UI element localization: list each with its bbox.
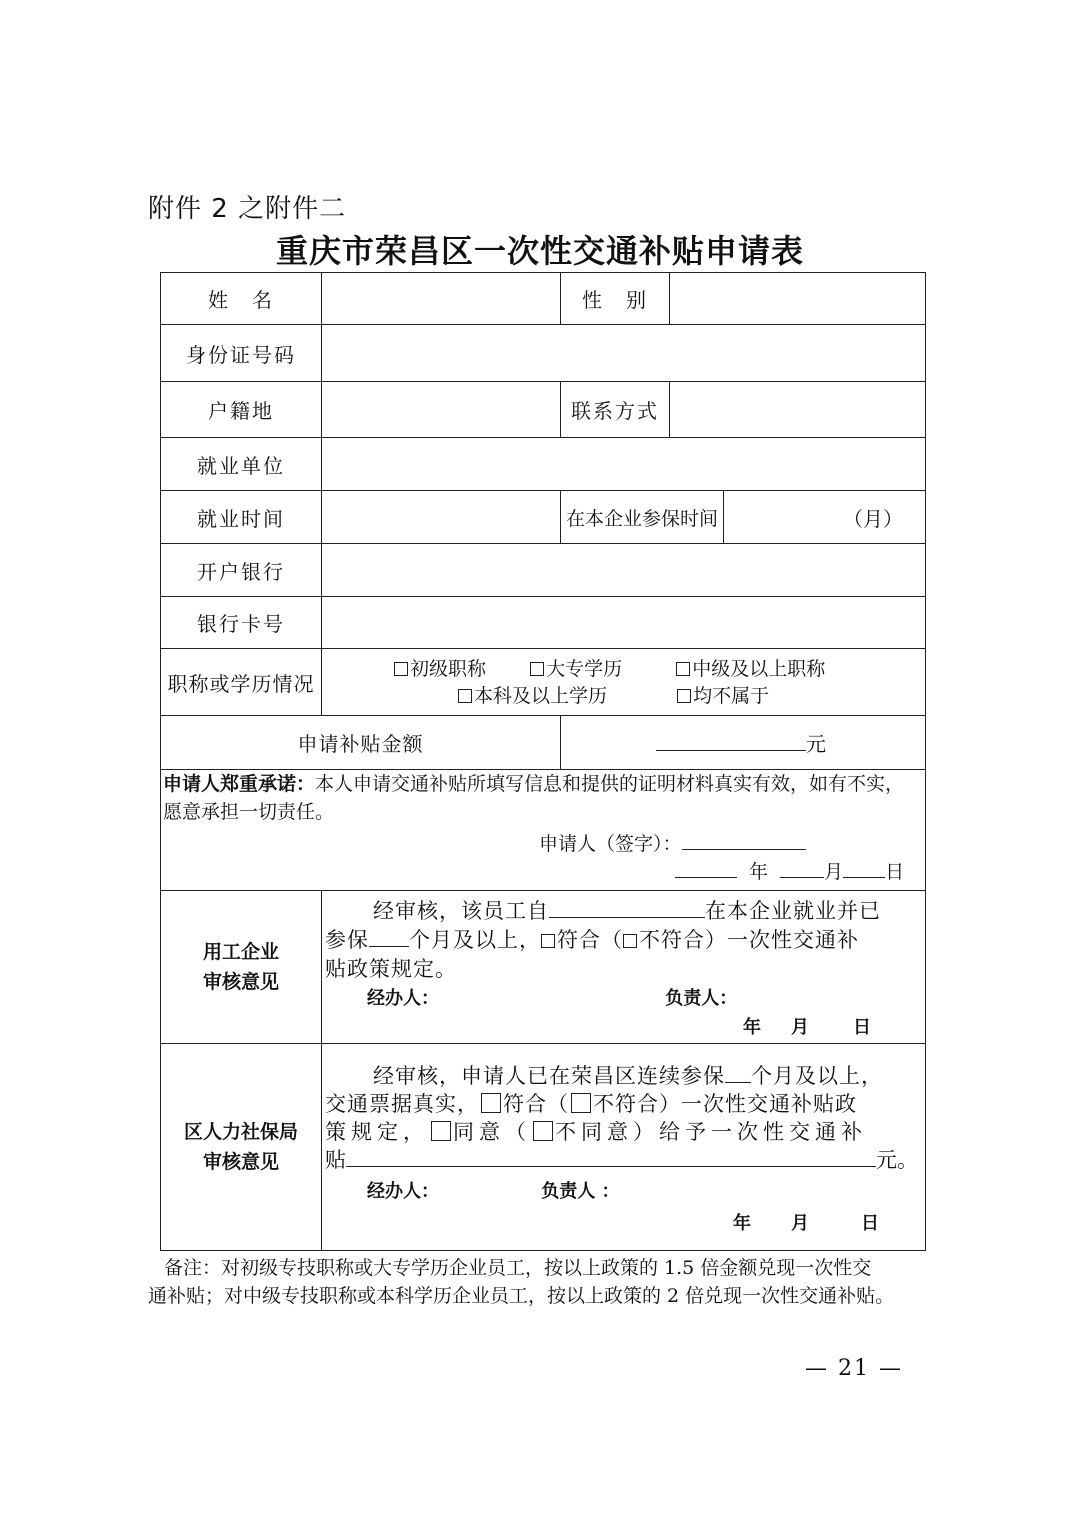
id-number-label: 身份证号码 <box>161 325 322 382</box>
qualification-options <box>322 649 926 716</box>
checkbox-icon[interactable] <box>530 662 544 676</box>
contact-field[interactable] <box>670 382 926 438</box>
employer-months-blank[interactable] <box>369 928 409 947</box>
gender-field[interactable] <box>670 273 926 325</box>
attachment-label: 附件 2 之附件二 <box>148 194 347 224</box>
checkbox-icon[interactable] <box>676 662 690 676</box>
hr-months-blank[interactable] <box>725 1064 751 1083</box>
row-qualification <box>161 649 926 716</box>
hr-handler-label: 经办人： <box>367 1181 439 1202</box>
household-field[interactable] <box>322 382 561 438</box>
footnote-line-1: 备注：对初级专技职称或大专学历企业员工，按以上政策的 1.5 倍金额兑现一次性交 <box>164 1257 872 1279</box>
checkbox-icon[interactable] <box>533 1121 553 1141</box>
option-none[interactable]: 均不属于 <box>677 685 769 707</box>
pledge-month-blank[interactable] <box>780 859 824 878</box>
qualification-label: 职称或学历情况 <box>161 649 322 716</box>
hr-leader-label: 负责人 ： <box>541 1181 620 1202</box>
option-junior-title[interactable]: 初级职称 <box>394 658 486 680</box>
row-employment-time <box>161 491 926 544</box>
employer-review-label: 用工企业 审核意见 <box>161 891 322 1044</box>
employer-label: 就业单位 <box>161 438 322 491</box>
checkbox-icon[interactable] <box>431 1121 451 1141</box>
contact-label: 联系方式 <box>561 382 670 438</box>
amount-field[interactable] <box>561 716 926 770</box>
checkbox-icon[interactable] <box>458 689 472 703</box>
bank-field[interactable] <box>322 544 926 597</box>
bank-label: 开户银行 <box>161 544 322 597</box>
pledge-heading: 申请人郑重承诺： <box>163 773 316 795</box>
option-bachelor[interactable]: 本科及以上学历 <box>458 685 607 707</box>
employment-time-field[interactable] <box>322 491 561 544</box>
row-employer-review <box>161 891 926 1044</box>
employer-leader-label: 负责人： <box>665 988 738 1009</box>
row-pledge <box>161 770 926 891</box>
amount-unit: 元 <box>806 732 826 756</box>
hr-review-label: 区人力社保局 审核意见 <box>161 1044 322 1251</box>
pledge-day-blank[interactable] <box>843 859 885 878</box>
checkbox-icon[interactable] <box>623 934 637 948</box>
row-hr-review <box>161 1044 926 1251</box>
amount-blank[interactable] <box>656 732 806 751</box>
checkbox-icon[interactable] <box>394 662 408 676</box>
row-employer <box>161 438 926 491</box>
employer-start-date-blank[interactable] <box>549 899 705 918</box>
footnote-line-2: 通补贴；对中级专技职称或本科学历企业员工，按以上政策的 2 倍兑现一次性交通补贴。 <box>148 1285 895 1307</box>
option-mid-title[interactable]: 中级及以上职称 <box>676 658 825 680</box>
pledge-year-blank[interactable] <box>675 859 737 878</box>
row-bank <box>161 544 926 597</box>
card-number-field[interactable] <box>322 597 926 649</box>
row-card-number <box>161 597 926 649</box>
pledge-text: 本人申请交通补贴所填写信息和提供的证明材料真实有效，如有不实，愿意承担一切责任。 <box>163 773 905 823</box>
name-field[interactable] <box>322 273 561 325</box>
checkbox-icon[interactable] <box>571 1093 591 1113</box>
insured-months-field[interactable] <box>724 491 926 544</box>
id-number-field[interactable] <box>322 325 926 382</box>
row-household <box>161 382 926 438</box>
application-form-table <box>160 272 926 1251</box>
option-college[interactable]: 大专学历 <box>530 658 622 680</box>
checkbox-icon[interactable] <box>481 1093 501 1113</box>
hr-review-cell: 经审核，申请人已在荣昌区连续参保 个月及以上， 交通票据真实， 符合（ 不符合）一次性交通补贴政 策规定， 同意（ 不同意）给予一次性交通补 贴 元。 经办人： 负责人 ： 年 月 日 <box>322 1044 926 1251</box>
employer-handler-label: 经办人： <box>367 988 439 1009</box>
checkbox-icon[interactable] <box>677 689 691 703</box>
insured-time-label: 在本企业参保时间 <box>561 491 724 544</box>
employer-field[interactable] <box>322 438 926 491</box>
gender-label: 性 别 <box>561 273 670 325</box>
amount-label: 申请补贴金额 <box>161 716 561 770</box>
row-id-number <box>161 325 926 382</box>
employment-time-label: 就业时间 <box>161 491 322 544</box>
household-label: 户籍地 <box>161 382 322 438</box>
employer-review-cell: 经审核，该员工自 在本企业就业并已 参保 个月及以上， 符合（ 不符合）一次性交通补 贴政策规定。 经办人： 负责人： 年 月 日 <box>322 891 926 1044</box>
month-unit: （月） <box>843 506 903 531</box>
applicant-sign-label: 申请人（签字）： <box>539 833 682 855</box>
footnote <box>148 1254 948 1310</box>
applicant-signature-blank[interactable] <box>682 831 806 850</box>
name-label: 姓 名 <box>161 273 322 325</box>
page-number: — 21 — <box>805 1356 903 1381</box>
card-number-label: 银行卡号 <box>161 597 322 649</box>
row-name <box>161 273 926 325</box>
checkbox-icon[interactable] <box>541 934 555 948</box>
form-title: 重庆市荣昌区一次性交通补贴申请表 <box>275 232 804 270</box>
row-amount <box>161 716 926 770</box>
hr-amount-blank[interactable] <box>346 1148 876 1167</box>
pledge-cell: 申请人郑重承诺：本人申请交通补贴所填写信息和提供的证明材料真实有效，如有不实，愿意承担一切责任。 申请人（签字）： 年 月 日 <box>161 770 926 891</box>
